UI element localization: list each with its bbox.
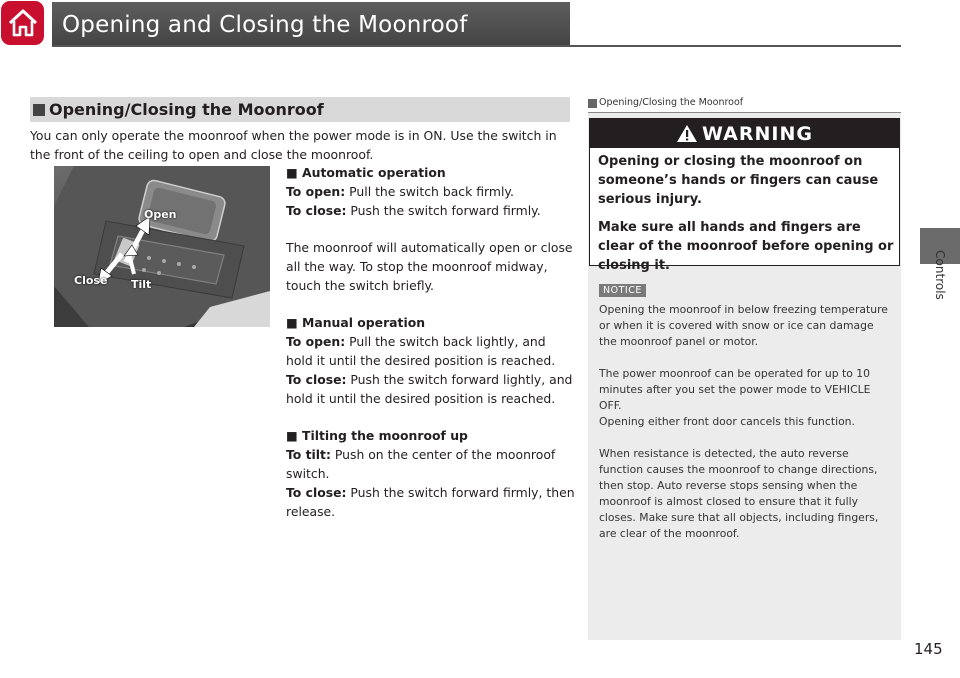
page-number: 145 bbox=[914, 640, 943, 658]
manual-close: To close: Push the switch forward lightly, and hold it until the desired position is reached. bbox=[286, 372, 573, 406]
warning-title: WARNING bbox=[590, 119, 899, 148]
tilt-heading: ■ Tilting the moonroof up bbox=[286, 428, 468, 443]
section-heading bbox=[30, 97, 570, 122]
home-icon bbox=[7, 8, 39, 38]
page-title: Opening and Closing the Moonroof bbox=[62, 12, 468, 38]
tilt-instruction: To tilt: Push on the center of the moonroof switch. bbox=[286, 447, 556, 481]
warning-box bbox=[589, 118, 900, 273]
square-bullet-icon bbox=[33, 104, 45, 116]
notice-text: Opening the moonroof in below freezing temperature or when it is covered with snow or ice can damage the moonroof panel or motor. bbox=[599, 303, 888, 348]
sidebar-heading bbox=[588, 96, 901, 113]
auto-note: The moonroof will automatically open or close all the way. To stop the moonroof midway, touch the switch briefly. bbox=[286, 240, 573, 293]
chapter-label: Controls bbox=[933, 250, 948, 300]
warning-text: Opening or closing the moonroof on someone’s hands or fingers can cause serious injury. Make sure all hands and fingers are clear of the moonroof before opening or closing it. bbox=[598, 154, 894, 273]
intro-text: You can only operate the moonroof when the power mode is in ON. Use the switch in the front of the ceiling to open and close the moonroof. bbox=[30, 128, 557, 162]
manual-heading: ■ Manual operation bbox=[286, 315, 426, 330]
sidebar-notes bbox=[599, 302, 891, 558]
sidebar-bullet-icon bbox=[588, 99, 597, 108]
auto-heading: ■ Automatic operation bbox=[286, 165, 446, 180]
note-1: The power moonroof can be operated for up to 10 minutes after you set the power mode to VEHICLE OFF. bbox=[599, 367, 871, 412]
tilt-close: To close: Push the switch forward firmly, then release. bbox=[286, 485, 575, 519]
note-2: Opening either front door cancels this function. bbox=[599, 415, 855, 428]
auto-open: To open: Pull the switch back firmly. bbox=[286, 184, 514, 199]
instructions bbox=[286, 163, 576, 521]
figure-label-open: Open bbox=[144, 208, 177, 221]
auto-close: To close: Push the switch forward firmly. bbox=[286, 203, 541, 218]
title-rule bbox=[52, 45, 901, 47]
figure-label-close: Close bbox=[74, 274, 108, 287]
moonroof-switch-photo bbox=[54, 166, 270, 327]
notice-badge: NOTICE bbox=[599, 284, 646, 297]
sidebar-heading-text: Opening/Closing the Moonroof bbox=[599, 97, 744, 108]
section-title: Opening/Closing the Moonroof bbox=[49, 100, 324, 119]
overhead-console-illustration bbox=[54, 166, 270, 327]
note-3: When resistance is detected, the auto reverse function causes the moonroof to change directions, then stop. Auto reverse stops sensing when the moonroof is almost closed to ensure that it fully closes. Make sure that all objects, including fingers, are clear of the moonroof. bbox=[599, 447, 879, 540]
warning-triangle-icon bbox=[676, 124, 698, 143]
home-button[interactable] bbox=[1, 1, 44, 45]
manual-open: To open: Pull the switch back lightly, and hold it until the desired position is reached. bbox=[286, 334, 556, 368]
figure-label-tilt: Tilt bbox=[131, 278, 152, 291]
